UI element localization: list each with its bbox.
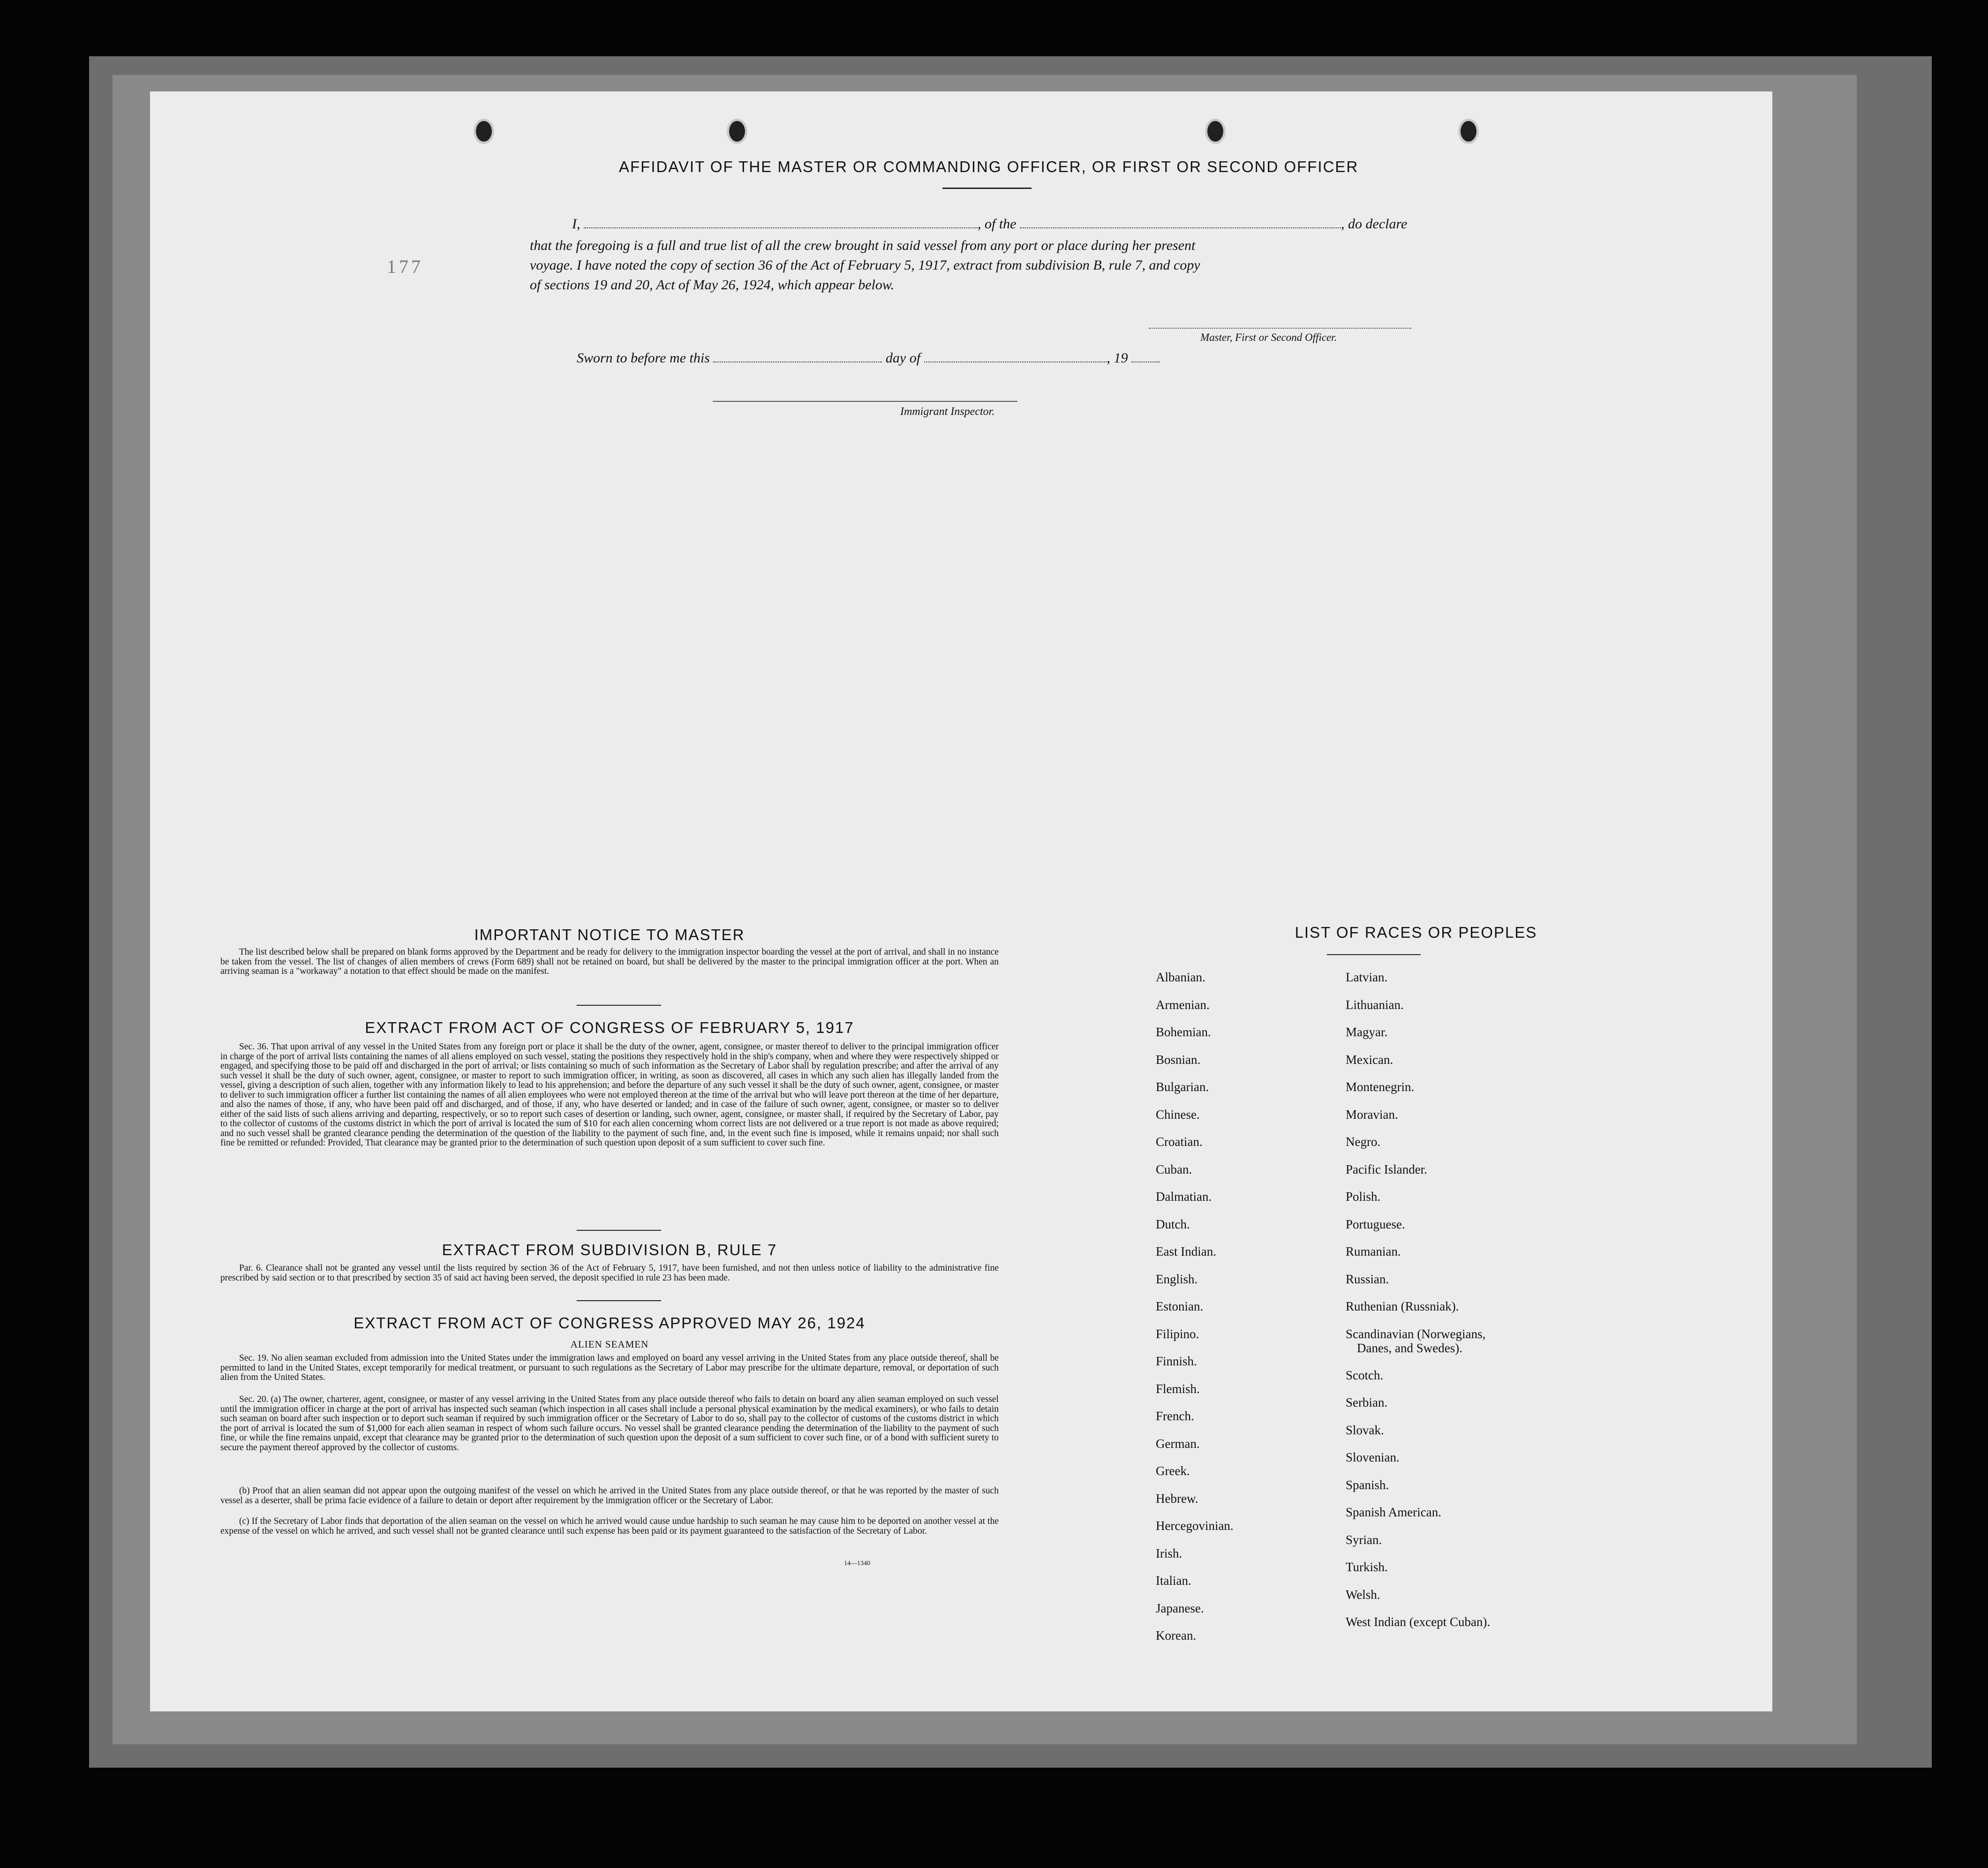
race-item: Rumanian. [1346,1244,1401,1258]
title-rule [942,188,1032,189]
race-item: Scotch. [1346,1368,1384,1382]
race-item: Greek. [1156,1464,1190,1478]
race-item: Mexican. [1346,1052,1393,1067]
race-item: Italian. [1156,1574,1191,1588]
race-item: Bulgarian. [1156,1080,1209,1094]
declaration-line-1 [530,214,1444,234]
race-item: East Indian. [1156,1244,1216,1258]
race-item: Cuban. [1156,1162,1192,1176]
punch-hole [727,119,747,144]
declaration-line-3: voyage. I have noted the copy of section 36 of the Act of February 5, 1917, extract from subdivision B, rule 7, and copy [530,257,1200,273]
races-rule [1327,954,1421,955]
races-title: LIST OF RACES OR PEOPLES [1295,924,1537,941]
section-rule [577,1005,661,1006]
race-item: Danes, and Swedes). [1357,1341,1462,1355]
race-item: English. [1156,1272,1198,1286]
punch-hole [1205,119,1226,144]
manifest-page [150,91,1772,1711]
race-item: Filipino. [1156,1326,1199,1341]
race-item: Spanish. [1346,1477,1389,1492]
race-item: Albanian. [1156,970,1205,984]
race-item: Latvian. [1346,970,1388,984]
race-item: Finnish. [1156,1354,1197,1368]
race-item: Montenegrin. [1346,1080,1415,1094]
race-item: Negro. [1346,1135,1381,1149]
race-item: Armenian. [1156,997,1210,1012]
sec20c-text: (c) If the Secretary of Labor finds that deportation of the alien seaman on the vessel on which he arrived would cause undue hardship to such seaman he may cause him to be deported on another vessel at the expense of the vessel on which he arrived, and such vessel shall not be granted clearance until such expense has been paid or its payment guaranteed to the satisfaction of the Secretary of Labor. [220,1516,999,1536]
race-item: Ruthenian (Russniak). [1346,1299,1459,1313]
race-item: Magyar. [1346,1025,1388,1039]
extract-1917-title: EXTRACT FROM ACT OF CONGRESS OF FEBRUARY 5, 1917 [365,1019,854,1036]
race-item: Moravian. [1346,1107,1398,1122]
race-item: Syrian. [1346,1532,1382,1547]
affidavit-title: AFFIDAVIT OF THE MASTER OR COMMANDING OFFICER, OR FIRST OR SECOND OFFICER [619,158,1359,175]
race-item: Pacific Islander. [1346,1162,1427,1176]
day-of-label: day of [885,350,921,366]
race-item: Dalmatian. [1156,1190,1212,1204]
alien-seamen-subtitle: ALIEN SEAMEN [570,1339,649,1350]
race-item: Spanish American. [1346,1505,1441,1519]
sworn-label: Sworn to before me this [577,350,710,366]
race-item: Portuguese. [1346,1217,1405,1231]
race-item: Bosnian. [1156,1052,1201,1067]
section-rule [577,1230,661,1231]
form-number: 14—1340 [844,1560,870,1567]
race-item: Turkish. [1346,1560,1388,1574]
rule7-text: Par. 6. Clearance shall not be granted any vessel until the lists required by section 36 of the Act of February 5, 1917, have been furnished, and not then unless notice of liability to the administrative fine prescribed by said section or to that prescribed by section 35 of said act having been served, the deposit specified in rule 23 has been made. [220,1263,999,1283]
inspector-signature-blank[interactable] [713,401,1017,402]
race-item: Scandinavian (Norwegians, [1346,1326,1486,1341]
of-the-label: , of the [978,216,1017,232]
race-item: Lithuanian. [1346,997,1404,1012]
inspector-label: Immigrant Inspector. [900,406,995,418]
notice-text: The list described below shall be prepared on blank forms approved by the Department and be ready for delivery to the immigration inspector boarding the vessel at the port of arrival, and shall in no instance be taken from the vessel. The list of changes of alien members of crews (Form 689) shall not be retained on board, but shall be delivered by the master to the principal immigration officer at the port. When an arriving seaman is a "workaway" a notation to that effect should be made on the manifest. [220,947,999,976]
race-item: French. [1156,1409,1194,1423]
declaration-line-4: of sections 19 and 20, Act of May 26, 1924, which appear below. [530,277,895,293]
signature-label: Master, First or Second Officer. [1200,331,1337,343]
race-item: Croatian. [1156,1135,1203,1149]
section-rule [577,1300,661,1301]
declaration-line-2: that the foregoing is a full and true list of all the crew brought in said vessel from any port or place during her present [530,238,1196,253]
race-item: Slovenian. [1346,1450,1400,1464]
race-item: Slovak. [1346,1423,1384,1437]
race-item: Hebrew. [1156,1491,1198,1506]
punch-hole [474,119,494,144]
race-item: Bohemian. [1156,1025,1211,1039]
notice-title: IMPORTANT NOTICE TO MASTER [474,926,745,943]
master-signature-blank[interactable] [1149,328,1411,329]
declarant-label: I, [572,216,580,232]
races-column-1 [1156,964,1234,1650]
races-column-2 [1346,964,1490,1636]
race-item: West Indian (except Cuban). [1346,1615,1491,1629]
race-item: Dutch. [1156,1217,1190,1231]
sec20b-text: (b) Proof that an alien seaman did not appear upon the outgoing manifest of the vessel on which he arrived in the United States from any place outside thereof, or that he was reported by the master of such vessel as a deserter, shall be prima facie evidence of a failure to detain or deport after requirement by the immigration officer or the Secretary of Labor. [220,1486,999,1506]
extract-1917-text: Sec. 36. That upon arrival of any vessel in the United States from any foreign port or place it shall be the duty of the owner, agent, consignee, or master thereof to deliver to the principal immigration officer in charge of the port of arrival lists containing the names of all aliens employed on such vessel, stating the positions they respectively hold in the ship's company, when and where they were respectively shipped or engaged, and specifying those to be paid off and discharged in the port of arrival; or lists containing so much of such information as the Secretary of Labor shall by regulation prescribe; and after the arrival of any such vessel it shall be the duty of such owner, agent, consignee, or master to report to such immigration officer, in writing, as soon as discovered, all cases in which any such alien has illegally landed from the vessel, giving a description of such alien, together with any information likely to lead to his apprehension; and before the departure of any such vessel it shall be the duty of such owner, agent, consignee, or master to deliver to such immigration officer a further list containing the names of all alien employees who were not employed thereon at the time of the arrival but who will leave port thereon at the time of her departure, and also the names of those, if any, who have been paid off and discharged, and of those, if any, who have deserted or landed; and in case of the failure of such owner, agent, consignee, or master so to deliver either of the said lists of such aliens arriving and departing, respectively, or so to report such cases of desertion or landing, such owner, agent, consignee, or master shall, if required by the Secretary of Labor, pay to the collector of customs of the customs district in which the port of arrival is located the sum of $10 for each alien concerning whom correct lists are not delivered or a true report is not made as above required; and no such vessel shall be granted clearance pending the determination of the question of the liability to the payment of such fine, and, in the event such fine is imposed, while it remains unpaid; nor shall such fine be remitted or refunded: Provided, That clearance may be granted prior to the determination of such question upon deposit of a sum sufficient to cover such fine. [220,1042,999,1148]
do-declare-label: , do declare [1341,216,1408,232]
extract-1924-title: EXTRACT FROM ACT OF CONGRESS APPROVED MAY 26, 1924 [354,1314,866,1332]
race-item: German. [1156,1436,1200,1451]
race-item: Hercegovinian. [1156,1519,1234,1533]
sworn-line [577,348,1491,368]
race-item: Japanese. [1156,1601,1204,1615]
rule7-title: EXTRACT FROM SUBDIVISION B, RULE 7 [442,1241,777,1258]
vessel-name-blank[interactable] [1020,227,1341,228]
race-item: Welsh. [1346,1587,1380,1602]
race-item: Flemish. [1156,1381,1200,1396]
year-label: , 19 [1107,350,1128,366]
race-item: Korean. [1156,1628,1197,1642]
race-item: Serbian. [1346,1395,1388,1409]
sec19-text: Sec. 19. No alien seaman excluded from admission into the United States under the immigration laws and employed on board any vessel arriving in the United States from any place outside thereof, shall be permitted to land in the United States, except temporarily for medical treatment, or pursuant to such regulations as the Secretary of Labor may prescribe for the ultimate departure, removal, or deportation of such alien from the United States. [220,1353,999,1382]
race-item: Estonian. [1156,1299,1204,1313]
declarant-name-blank[interactable] [584,227,978,228]
race-item: Chinese. [1156,1107,1200,1122]
race-item: Polish. [1346,1190,1381,1204]
race-item: Russian. [1346,1272,1389,1286]
punch-hole [1458,119,1479,144]
margin-note: 177 [387,256,423,277]
sec20a-text: Sec. 20. (a) The owner, charterer, agent, consignee, or master of any vessel arriving in the United States from any place outside thereof who fails to detain on board any alien seaman employed on such vessel until the immigration officer in charge at the port of arrival has inspected such seaman (which inspection in all cases shall include a personal physical examination by the medical examiners), or who fails to detain such seaman on board after such inspection or to deport such seaman if required by such immigration officer or the Secretary of Labor to do so, shall pay to the collector of customs of the customs district in which the port of arrival is located the sum of $1,000 for each alien seaman in respect of whom such failure occurs. No vessel shall be granted clearance pending the determination of the liability to the payment of such fine, or while the fine remains unpaid, except that clearance may be granted prior to the determination of such question upon the deposit of a sum sufficient to cover such fine, or of a bond with sufficient surety to secure the payment thereof approved by the collector of customs. [220,1394,999,1453]
race-item: Irish. [1156,1546,1182,1560]
